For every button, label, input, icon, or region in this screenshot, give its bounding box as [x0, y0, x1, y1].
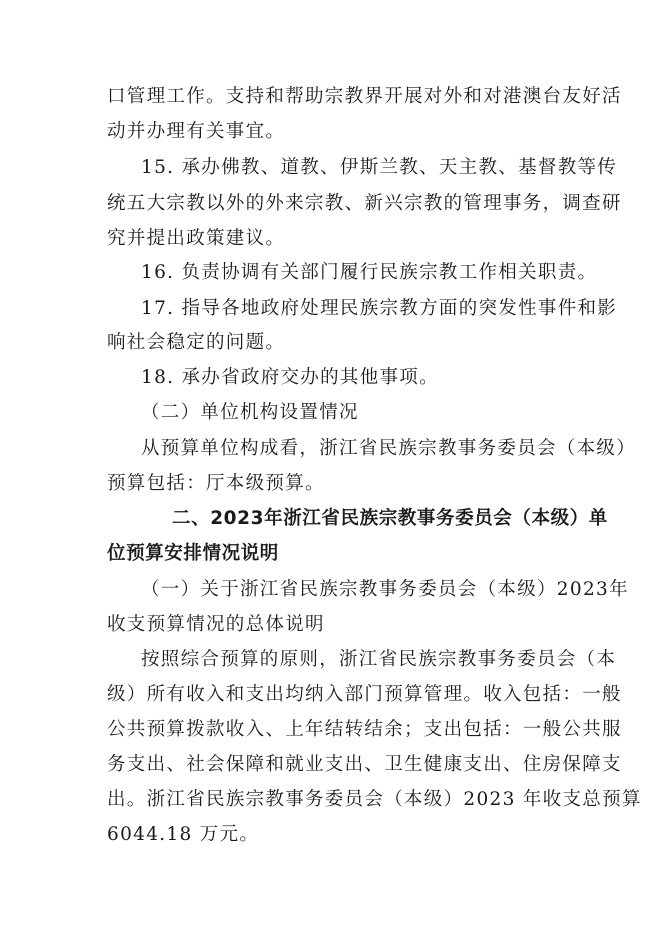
- section-2-heading-line-2: 位预算安排情况说明: [107, 543, 279, 564]
- subsection-1-heading-line-1: （一）关于浙江省民族宗教事务委员会（本级）2023年: [141, 579, 629, 600]
- body-paragraph-line-3: 公共预算拨款收入、上年结转结余；支出包括：一般公共服: [107, 719, 622, 740]
- paragraph-14-continuation-line-1: 口管理工作。支持和帮助宗教界开展对外和对港澳台友好活: [107, 86, 622, 107]
- section-2-heading-line-1: 二、2023年浙江省民族宗教事务委员会（本级）单: [172, 508, 608, 529]
- body-paragraph-line-4: 务支出、社会保障和就业支出、卫生健康支出、住房保障支: [107, 754, 622, 775]
- item-15-line-2: 统五大宗教以外的外来宗教、新兴宗教的管理事务，调查研: [107, 193, 622, 214]
- subsection-1-heading-line-2: 收支预算情况的总体说明: [107, 614, 325, 635]
- item-17-line-2: 响社会稳定的问题。: [107, 332, 286, 353]
- body-paragraph-line-5: 出。浙江省民族宗教事务委员会（本级）2023 年收支总预算: [107, 789, 642, 810]
- subsection-2-heading: （二）单位机构设置情况: [141, 402, 359, 423]
- subsection-2-body-line-2: 预算包括：厅本级预算。: [107, 473, 325, 494]
- body-paragraph-line-1: 按照综合预算的原则，浙江省民族宗教事务委员会（本: [141, 649, 617, 670]
- item-16-line-1: 16. 负责协调有关部门履行民族宗教工作相关职责。: [141, 262, 598, 283]
- item-15-line-1: 15. 承办佛教、道教、伊斯兰教、天主教、基督教等传: [141, 157, 618, 178]
- item-15-line-3: 究并提出政策建议。: [107, 228, 286, 249]
- subsection-2-body-line-1: 从预算单位构成看，浙江省民族宗教事务委员会（本级）: [141, 438, 637, 459]
- item-18-line-1: 18. 承办省政府交办的其他事项。: [141, 367, 439, 388]
- item-17-line-1: 17. 指导各地政府处理民族宗教方面的突发性事件和影: [141, 298, 618, 319]
- body-paragraph-line-2: 级）所有收入和支出均纳入部门预算管理。收入包括：一般: [107, 684, 622, 705]
- paragraph-14-continuation-line-2: 动并办理有关事宜。: [107, 121, 286, 142]
- body-paragraph-line-6: 6044.18 万元。: [107, 824, 260, 845]
